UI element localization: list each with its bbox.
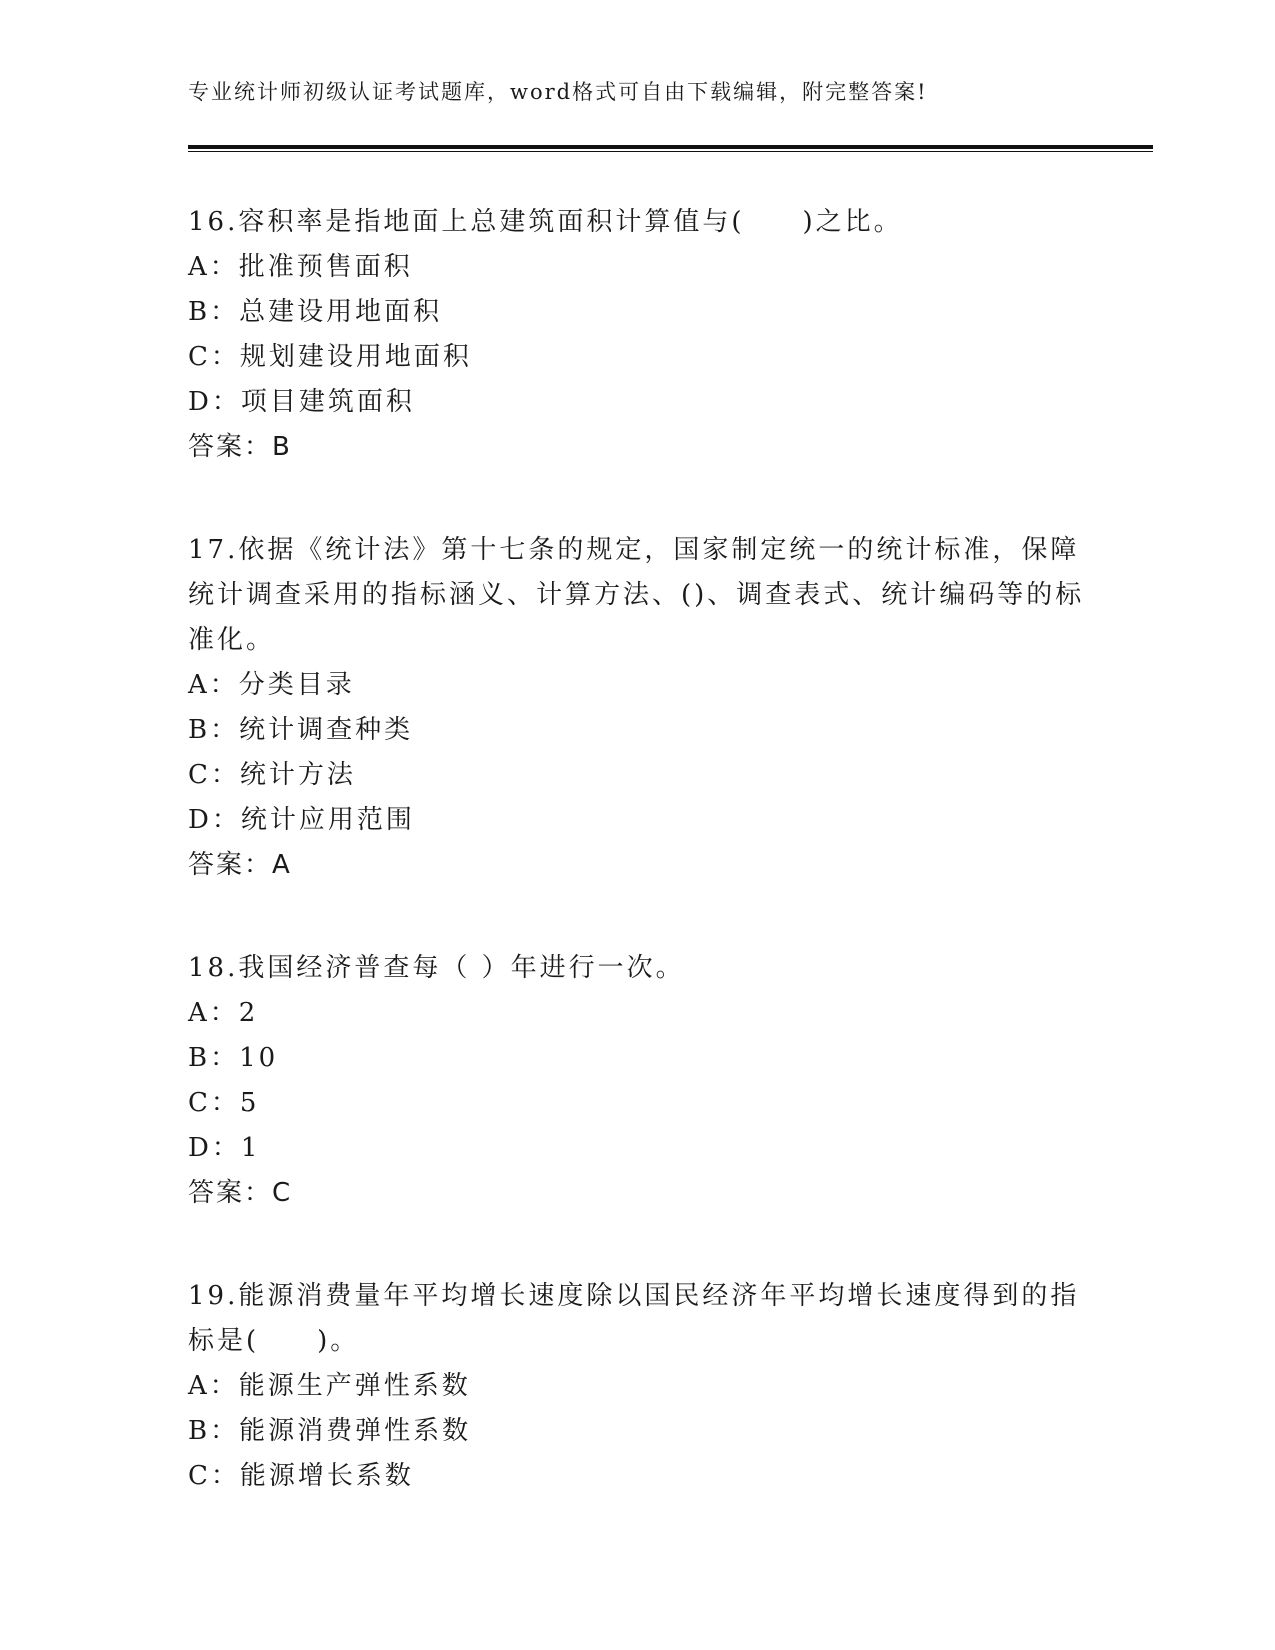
question-stem: 17.依据《统计法》第十七条的规定，国家制定统一的统计标准，保障统计调查采用的指标涵义、计算方法、()、调查表式、统计编码等的标准化。 <box>188 535 1085 655</box>
option-a: A：批准预售面积 <box>188 252 413 282</box>
answer: 答案：A <box>188 850 292 880</box>
option-b: B：10 <box>188 1043 279 1073</box>
option-b: B：统计调查种类 <box>188 715 414 745</box>
question-stem: 19.能源消费量年平均增长速度除以国民经济年平均增长速度得到的指标是( )。 <box>188 1281 1080 1356</box>
option-a: A：2 <box>188 998 259 1028</box>
question-stem: 16.容积率是指地面上总建筑面积计算值与( )之比。 <box>188 207 903 237</box>
option-a: A：能源生产弹性系数 <box>188 1371 471 1401</box>
option-c: C：能源增长系数 <box>188 1461 414 1491</box>
page-header: 专业统计师初级认证考试题库，word格式可自由下载编辑，附完整答案! <box>188 80 928 104</box>
answer: 答案：C <box>188 1178 293 1208</box>
option-b: B：能源消费弹性系数 <box>188 1416 472 1446</box>
option-d: D：1 <box>188 1133 261 1163</box>
question-19 <box>188 1274 1088 1499</box>
option-c: C：5 <box>188 1088 260 1118</box>
question-list <box>188 200 1088 1557</box>
option-d: D：项目建筑面积 <box>188 387 415 417</box>
option-c: C：统计方法 <box>188 760 356 790</box>
question-18 <box>188 946 1088 1216</box>
header-divider <box>188 145 1153 152</box>
option-c: C：规划建设用地面积 <box>188 342 472 372</box>
option-a: A：分类目录 <box>188 670 355 700</box>
question-16 <box>188 200 1088 470</box>
answer: 答案：B <box>188 432 292 462</box>
question-stem: 18.我国经济普查每（ ）年进行一次。 <box>188 953 685 983</box>
option-d: D：统计应用范围 <box>188 805 415 835</box>
option-b: B：总建设用地面积 <box>188 297 443 327</box>
question-17 <box>188 528 1088 888</box>
